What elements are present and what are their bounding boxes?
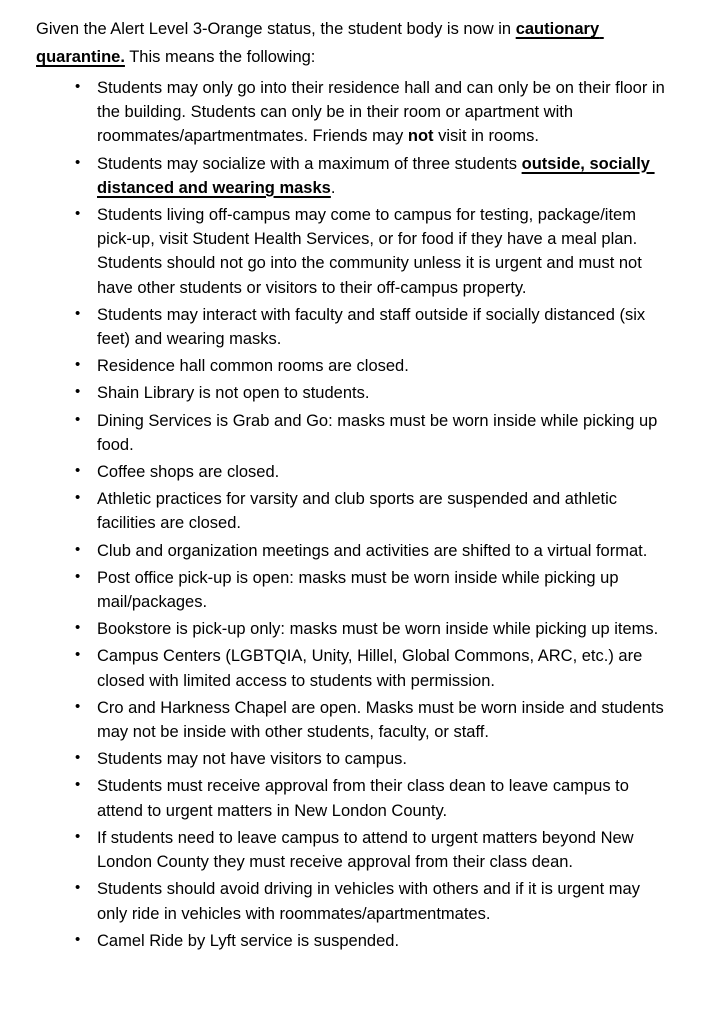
- text-segment: Bookstore is pick-up only: masks must be worn inside while picking up items.: [97, 620, 659, 639]
- text-segment: Camel Ride by Lyft service is suspended.: [97, 931, 400, 950]
- list-item: [97, 929, 665, 953]
- text-segment: .: [330, 178, 336, 197]
- text-segment: Students may only go into their residence hall and can only be on their floor in the building. Students can only be in their room or apartment with roommates/apartmentmates. Friends may: [97, 79, 670, 146]
- list-item: [97, 826, 665, 874]
- list-item: [97, 76, 670, 149]
- text-segment: Students should avoid driving in vehicles with others and if it is urgent may only ride in vehicles with roommates/apartmentmates.: [97, 880, 645, 923]
- text-segment: visit in rooms.: [433, 127, 539, 146]
- text-segment: Athletic practices for varsity and club sports are suspended and athletic facilities are closed.: [97, 490, 622, 533]
- list-item: [97, 539, 665, 563]
- intro-paragraph: [36, 15, 666, 71]
- list-item: [97, 203, 665, 300]
- text-segment: Residence hall common rooms are closed.: [97, 357, 409, 376]
- list-item: [97, 617, 665, 641]
- list-item: [97, 152, 665, 200]
- text-segment: Post office pick-up is open: masks must be worn inside while picking up mail/packages.: [97, 568, 624, 612]
- text-segment: If students need to leave campus to attend to urgent matters beyond New London County they must receive approval from their class dean.: [97, 828, 639, 872]
- list-item: [97, 774, 665, 822]
- text-segment: Students may not have visitors to campus.: [97, 750, 407, 769]
- list-item: [97, 409, 665, 457]
- text-segment: Cro and Harkness Chapel are open. Masks must be worn inside and students may not be inside with other students, faculty, or staff.: [97, 698, 669, 742]
- list-item: [97, 354, 665, 378]
- text-segment: Students living off-campus may come to campus for testing, package/item pick-up, visit Student Health Services, or for food if they have a meal plan. Students should not go into the community unless it is urgent and must not have other students or visitors to their off-campus property.: [97, 206, 647, 297]
- text-segment: Dining Services is Grab and Go: masks must be worn inside while picking up food.: [97, 411, 662, 454]
- text-segment: Shain Library is not open to students.: [97, 384, 370, 403]
- text-segment: Coffee shops are closed.: [97, 463, 280, 482]
- text-segment: Students may socialize with a maximum of three students: [97, 154, 522, 173]
- list-item: [97, 877, 665, 925]
- list-item: [97, 747, 665, 771]
- text-segment: Students may interact with faculty and staff outside if socially distanced (six feet) and wearing masks.: [97, 305, 650, 349]
- text-segment: not: [407, 127, 434, 146]
- list-item: [97, 696, 669, 744]
- text-segment: Given the Alert Level 3-Orange status, the student body is now in: [36, 20, 516, 38]
- text-segment: This means the following:: [124, 48, 316, 66]
- list-item: [97, 644, 665, 692]
- list-item: [97, 487, 665, 535]
- text-segment: cautionary quarantine.: [36, 20, 604, 66]
- text-segment: Campus Centers (LGBTQIA, Unity, Hillel, Global Commons, ARC, etc.) are closed with limited access to students with permission.: [97, 647, 647, 690]
- text-segment: outside, socially distanced and wearing masks: [97, 154, 655, 197]
- text-segment: Club and organization meetings and activities are shifted to a virtual format.: [97, 541, 648, 560]
- list-item: [97, 303, 665, 351]
- list-item: [97, 460, 665, 484]
- bullet-list: [36, 76, 670, 953]
- text-segment: Students must receive approval from their class dean to leave campus to attend to urgent matters in New London County.: [97, 777, 634, 820]
- list-item: [97, 566, 665, 614]
- list-item: [97, 381, 665, 405]
